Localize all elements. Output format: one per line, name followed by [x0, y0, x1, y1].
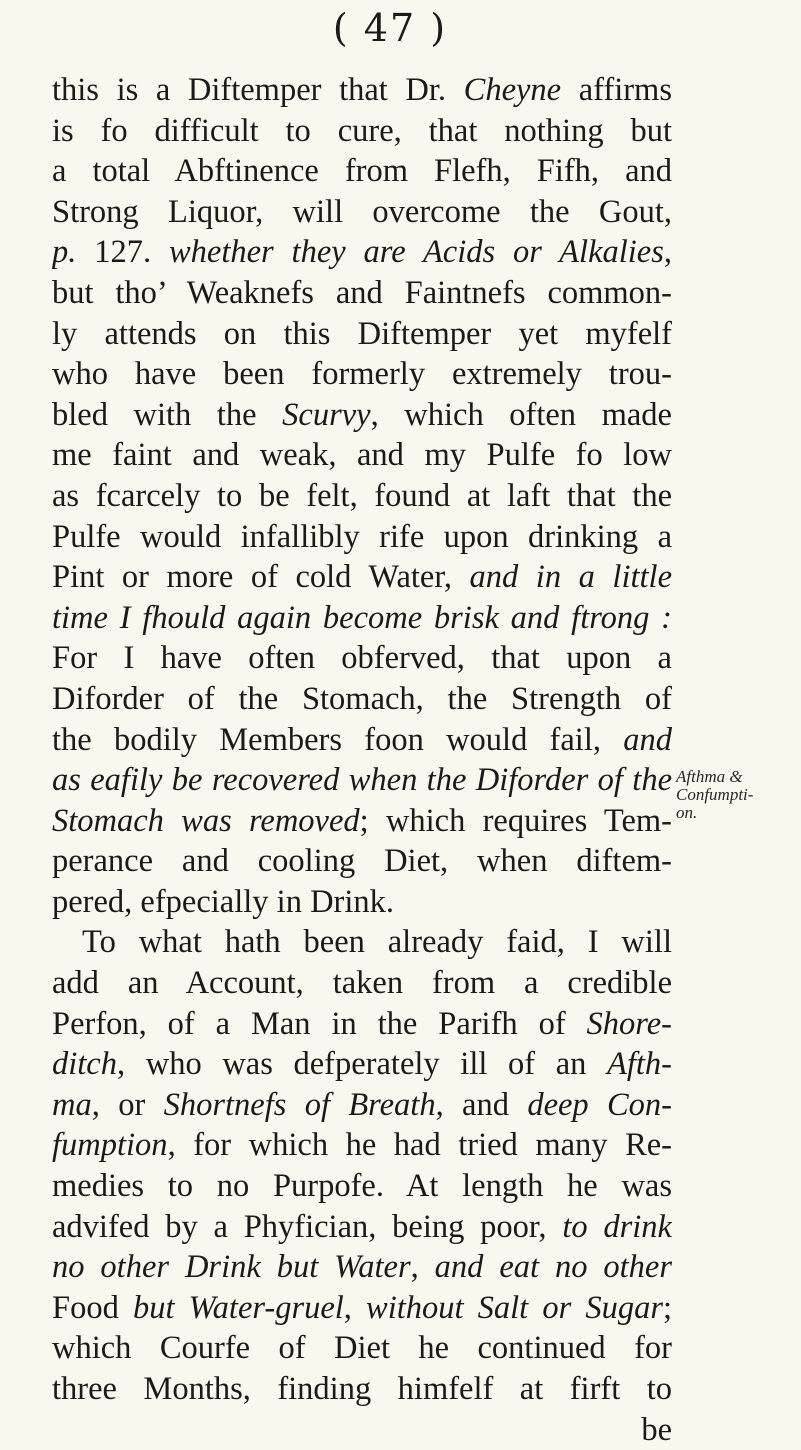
text-run: ly attends on this Diftemper yet myfelf — [52, 315, 672, 352]
text-run: , — [410, 1249, 435, 1286]
text-run: For I have often obferved, that upon a — [52, 640, 672, 677]
text-line — [52, 720, 672, 761]
text-line — [52, 354, 672, 395]
text-line — [52, 517, 672, 558]
text-run: Perfon, of a Man in the Parifh of — [52, 1005, 587, 1042]
text-run: , for which he had tried many Re- — [167, 1127, 672, 1164]
text-run: pered, efpecially in Drink. — [52, 883, 395, 920]
text-run: Food — [52, 1289, 133, 1326]
text-run: perance and cooling Diet, when diftem- — [52, 843, 672, 880]
text-run: but tho’ Weaknefs and Faintnefs common- — [52, 274, 672, 311]
italic-run: and eat no other — [434, 1249, 672, 1286]
italic-run: and — [623, 721, 672, 758]
text-run: affirms — [561, 72, 672, 108]
text-run: ; which requires Tem- — [359, 802, 672, 839]
italic-run: Shortnefs of Breath — [163, 1086, 436, 1123]
text-run: add an Account, taken from a credible — [52, 965, 672, 1002]
margin-note-line: Confumpti- — [676, 785, 754, 804]
text-line — [52, 314, 672, 355]
margin-note — [676, 768, 796, 822]
text-line — [52, 1166, 672, 1207]
italic-run: Cheyne — [463, 72, 562, 108]
text-run: bled with the — [52, 396, 283, 433]
text-run: the bodily Members foon would fail, — [52, 721, 624, 758]
text-run: which Courfe of Diet he continued for — [52, 1330, 672, 1367]
text-line — [52, 638, 672, 679]
text-run: advifed by a Phyfician, being poor, — [52, 1208, 563, 1245]
text-run: , — [343, 1289, 367, 1326]
text-line — [52, 557, 672, 598]
text-line — [52, 841, 672, 882]
text-line — [52, 273, 672, 314]
text-line — [52, 1125, 672, 1166]
text-run: be — [641, 1411, 672, 1448]
italic-run: as eafily be recovered when the Diforder of the — [52, 762, 672, 799]
text-line — [52, 882, 672, 923]
text-run: is fo difficult to cure, that nothing but — [52, 112, 672, 149]
italic-run: time I fhould again become brisk and ftrong : — [52, 599, 672, 636]
text-run: Strong Liquor, will overcome the Gout, — [52, 193, 672, 230]
italic-run: Scurvy — [282, 396, 371, 433]
text-run: To what hath been already faid, I will — [82, 924, 672, 961]
text-run: , which often made — [370, 396, 672, 433]
italic-run: p. — [52, 234, 77, 271]
text-run: Pulfe would infallibly rife upon drinking a — [52, 518, 672, 555]
text-run: 127. — [76, 234, 169, 271]
text-line — [52, 232, 672, 273]
italic-run: ditch — [52, 1046, 117, 1083]
text-run: Pint or more of cold Water, — [52, 559, 470, 596]
italic-run: Shore- — [586, 1005, 672, 1042]
text-run: , and — [435, 1086, 528, 1123]
text-line — [52, 1369, 672, 1410]
body-text — [52, 70, 672, 1450]
text-run: as fcarcely to be felt, found at laft that the — [52, 477, 672, 514]
text-line — [52, 760, 672, 801]
italic-run: without Salt or Sugar — [366, 1289, 663, 1326]
text-line — [52, 1207, 672, 1248]
italic-run: but Water-gruel — [132, 1289, 344, 1326]
italic-run: whether they are Acids or Alkalies — [168, 234, 664, 271]
text-line — [52, 111, 672, 152]
text-run: this is a Diftemper that Dr. — [52, 72, 464, 108]
text-run: medies to no Purpofe. At length he was — [52, 1168, 672, 1205]
italic-run: and in a little — [469, 559, 672, 596]
text-line — [52, 963, 672, 1004]
text-run: , — [663, 234, 672, 271]
italic-run: deep Con- — [527, 1086, 672, 1123]
text-run: Diforder of the Stomach, the Strength of — [52, 680, 672, 717]
text-run: , or — [91, 1086, 164, 1123]
text-line — [52, 476, 672, 517]
text-line — [52, 70, 672, 111]
text-line — [52, 598, 672, 639]
italic-run: ma — [52, 1086, 92, 1123]
text-line — [52, 679, 672, 720]
page-number: ( 47 ) — [332, 6, 448, 50]
text-line — [52, 1044, 672, 1085]
italic-run: no other Drink but Water — [52, 1249, 411, 1286]
text-line — [52, 1085, 672, 1126]
text-line — [52, 1004, 672, 1045]
text-run: who have been formerly extremely trou- — [52, 356, 672, 393]
text-line — [52, 192, 672, 233]
text-line — [52, 435, 672, 476]
text-run: me faint and weak, and my Pulfe fo low — [52, 437, 672, 474]
margin-note-line: on. — [676, 803, 698, 822]
text-line — [52, 1247, 672, 1288]
text-line — [52, 1288, 672, 1329]
text-line — [52, 922, 672, 963]
italic-run: Stomach was removed — [52, 802, 360, 839]
italic-run: fumption — [52, 1127, 168, 1164]
margin-note-line: Afthma & — [676, 767, 743, 786]
italic-run: Afth- — [607, 1046, 672, 1083]
text-line — [52, 1410, 672, 1450]
italic-run: to drink — [562, 1208, 672, 1245]
text-run: , who was defperately ill of an — [116, 1046, 608, 1083]
text-line — [52, 801, 672, 842]
text-line — [52, 395, 672, 436]
text-line — [52, 1328, 672, 1369]
text-run: ; — [662, 1289, 672, 1326]
text-run: three Months, finding himfelf at firft to — [52, 1371, 672, 1407]
text-line — [52, 151, 672, 192]
text-run: a total Abftinence from Flefh, Fifh, and — [52, 153, 672, 190]
